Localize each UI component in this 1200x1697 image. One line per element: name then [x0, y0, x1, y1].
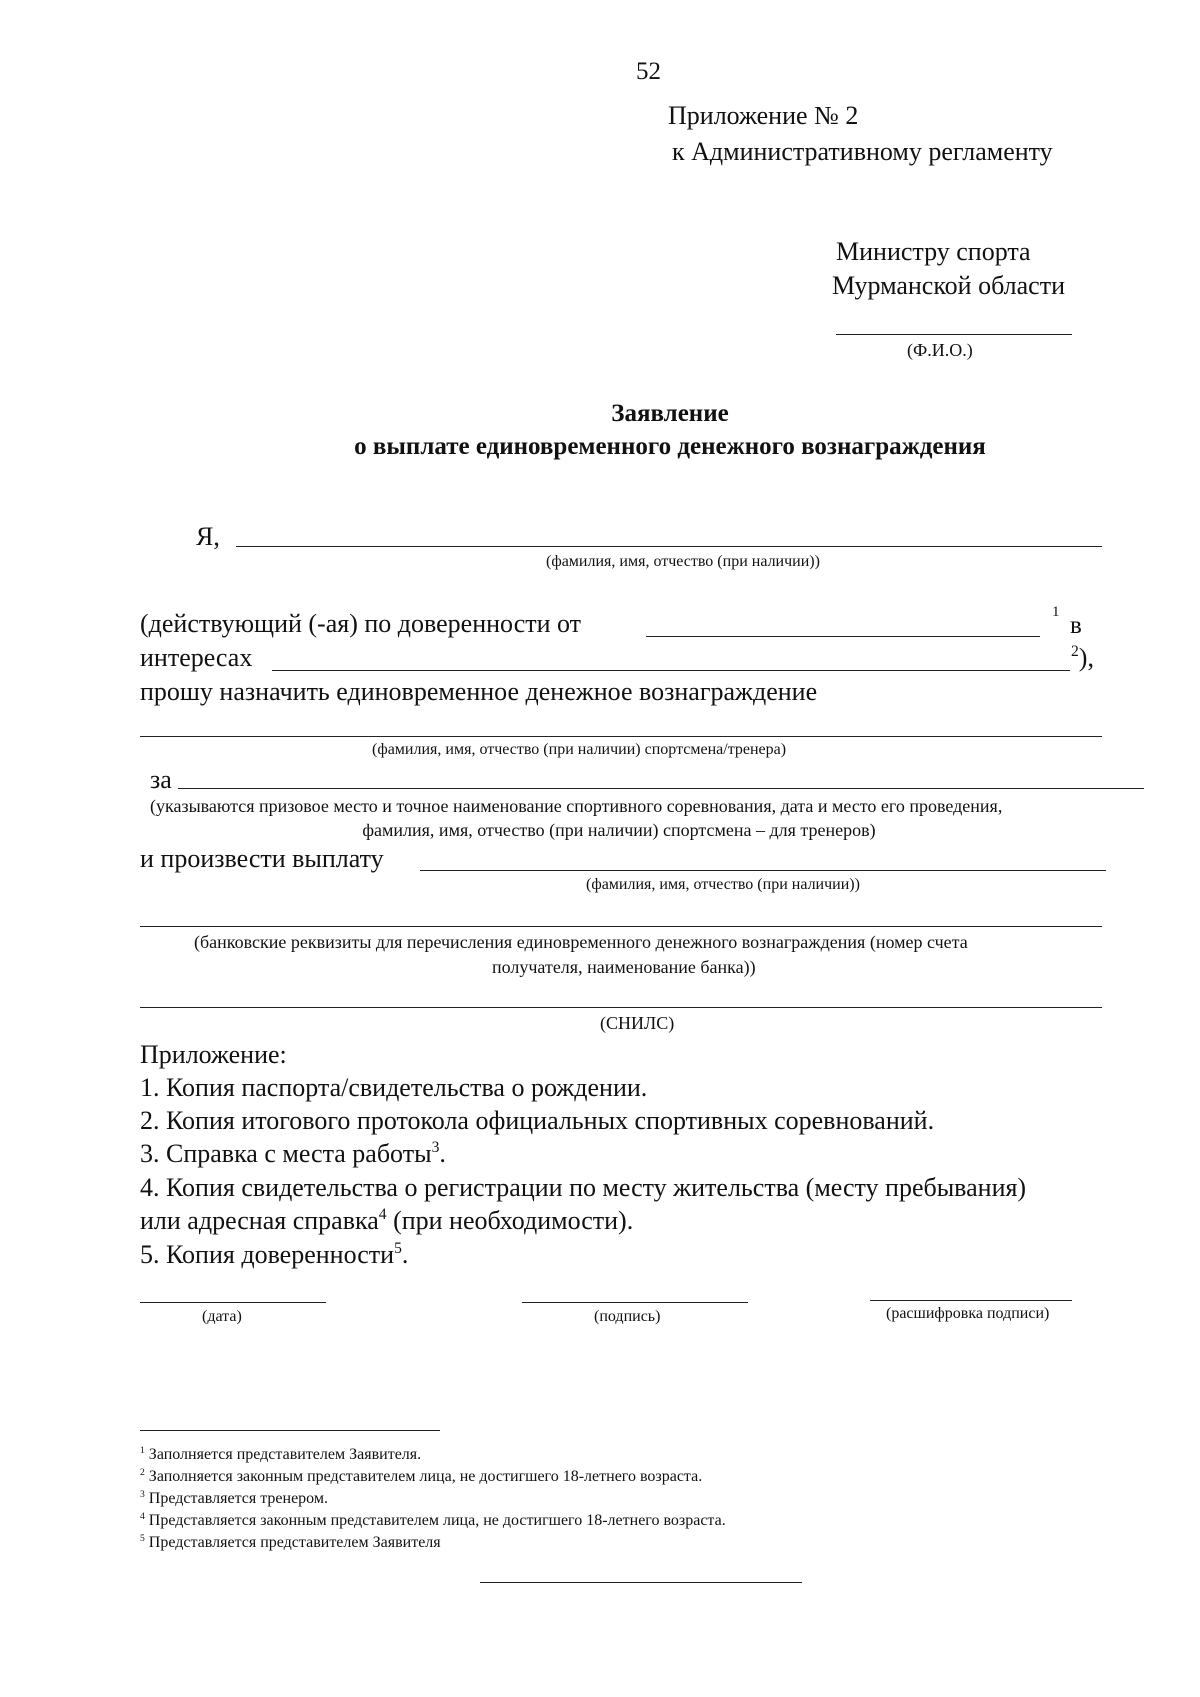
attachment-item-3-text: 3. Справка с места работы: [140, 1139, 432, 1168]
footnote-ref-2: 2: [1071, 642, 1079, 660]
footnote-1-num: 1: [140, 1444, 145, 1456]
footnote-1: [140, 1444, 726, 1466]
for-text: за: [150, 765, 172, 794]
closing-rule: [480, 1582, 802, 1583]
footnote-ref-3: 3: [431, 1138, 440, 1156]
attachment-item-5: [140, 1240, 408, 1270]
competition-caption-line-2: фамилия, имя, отчество (при наличии) спортсмена – для тренеров): [362, 820, 876, 840]
appendix-line-2: к Административному регламенту: [672, 137, 1053, 166]
athlete-name-caption: (фамилия, имя, отчество (при наличии) спортсмена/тренера): [372, 741, 787, 758]
footnote-4-num: 4: [140, 1510, 145, 1522]
footnote-2-text: Заполняется законным представителем лица, не достигшего 18-летнего возраста.: [148, 1468, 703, 1485]
payout-text: и произвести выплату: [140, 844, 384, 873]
bank-caption-line-1: (банковские реквизиты для перечисления единовременного денежного вознаграждения (номер счета: [194, 932, 968, 952]
acting-text: (действующий (-ая) по доверенности от: [140, 609, 582, 638]
signature-decoding-caption: (расшифровка подписи): [886, 1305, 1050, 1322]
footnote-5-text: Представляется представителем Заявителя: [148, 1534, 441, 1551]
applicant-name-caption: (фамилия, имя, отчество (при наличии)): [546, 553, 820, 570]
competition-line: [178, 788, 1144, 789]
payout-recipient-line: [420, 870, 1106, 871]
attachment-item-3: [140, 1139, 446, 1169]
fio-line: [836, 334, 1072, 335]
power-of-attorney-date-line: [646, 636, 1040, 637]
request-text: прошу назначить единовременное денежное вознаграждение: [140, 677, 818, 706]
footnote-3-text: Представляется тренером.: [148, 1490, 328, 1507]
attachment-item-2: 2. Копия итогового протокола официальных спортивных соревнований.: [140, 1106, 935, 1135]
attachment-item-5-tail: .: [401, 1240, 409, 1269]
applicant-name-line: [236, 546, 1102, 547]
signature-caption: (подпись): [594, 1308, 661, 1325]
page-number: 52: [636, 58, 661, 85]
interests-tail: [1071, 643, 1094, 673]
attachment-item-4-line-1: 4. Копия свидетельства о регистрации по месту жительства (месту пребывания): [140, 1173, 1027, 1202]
attachment-item-4-line-2: [140, 1206, 633, 1236]
interests-line: [272, 670, 1070, 671]
appendix-line-1: Приложение № 2: [668, 101, 859, 130]
footnotes: [140, 1444, 726, 1554]
signature-decoding-line: [870, 1300, 1072, 1301]
document-subtitle: о выплате единовременного денежного вознаграждения: [354, 433, 986, 460]
attachment-item-3-tail: .: [439, 1139, 446, 1168]
bank-caption-line-2: получателя, наименование банка)): [492, 957, 756, 977]
attachments-heading: Приложение:: [140, 1040, 287, 1069]
footnote-5-num: 5: [140, 1532, 145, 1544]
footnote-ref-4: 4: [378, 1205, 387, 1223]
bank-details-line: [140, 926, 1102, 927]
competition-caption-line-1: (указываются призовое место и точное наименование спортивного соревнования, дата и место его проведения,: [150, 796, 1003, 816]
footnote-2: [140, 1466, 726, 1488]
signature-line: [522, 1302, 748, 1303]
acting-tail: в: [1070, 612, 1082, 639]
footnote-ref-1: 1: [1052, 604, 1060, 620]
addressee-line-1: Министру спорта: [836, 237, 1031, 266]
snils-line: [140, 1007, 1102, 1008]
date-line: [140, 1302, 326, 1303]
date-caption: (дата): [202, 1308, 242, 1325]
footnote-separator: [140, 1430, 440, 1431]
attachment-item-4-text: или адресная справка: [140, 1206, 379, 1235]
footnote-3: [140, 1488, 726, 1510]
document-title: Заявление: [611, 400, 729, 427]
attachment-item-5-text: 5. Копия доверенности: [140, 1240, 395, 1269]
footnote-5: [140, 1532, 726, 1554]
snils-caption: (СНИЛС): [600, 1013, 675, 1033]
addressee-line-2: Мурманской области: [832, 271, 1065, 300]
footnote-4: [140, 1510, 726, 1532]
footnote-4-text: Представляется законным представителем лица, не достигшего 18-летнего возраста.: [148, 1512, 726, 1529]
attachment-item-1: 1. Копия паспорта/свидетельства о рождении.: [140, 1073, 648, 1102]
interests-text: интересах: [140, 643, 253, 672]
interests-tail-text: ),: [1078, 643, 1094, 672]
footnote-1-text: Заполняется представителем Заявителя.: [148, 1446, 422, 1463]
footnote-ref-5: 5: [394, 1239, 402, 1257]
payout-recipient-caption: (фамилия, имя, отчество (при наличии)): [586, 876, 860, 893]
i-prefix: Я,: [196, 522, 220, 551]
footnote-2-num: 2: [140, 1466, 145, 1478]
attachment-item-4-tail: (при необходимости).: [386, 1206, 634, 1235]
footnote-3-num: 3: [140, 1488, 145, 1500]
fio-caption: (Ф.И.О.): [907, 340, 973, 360]
athlete-name-line: [140, 736, 1102, 737]
